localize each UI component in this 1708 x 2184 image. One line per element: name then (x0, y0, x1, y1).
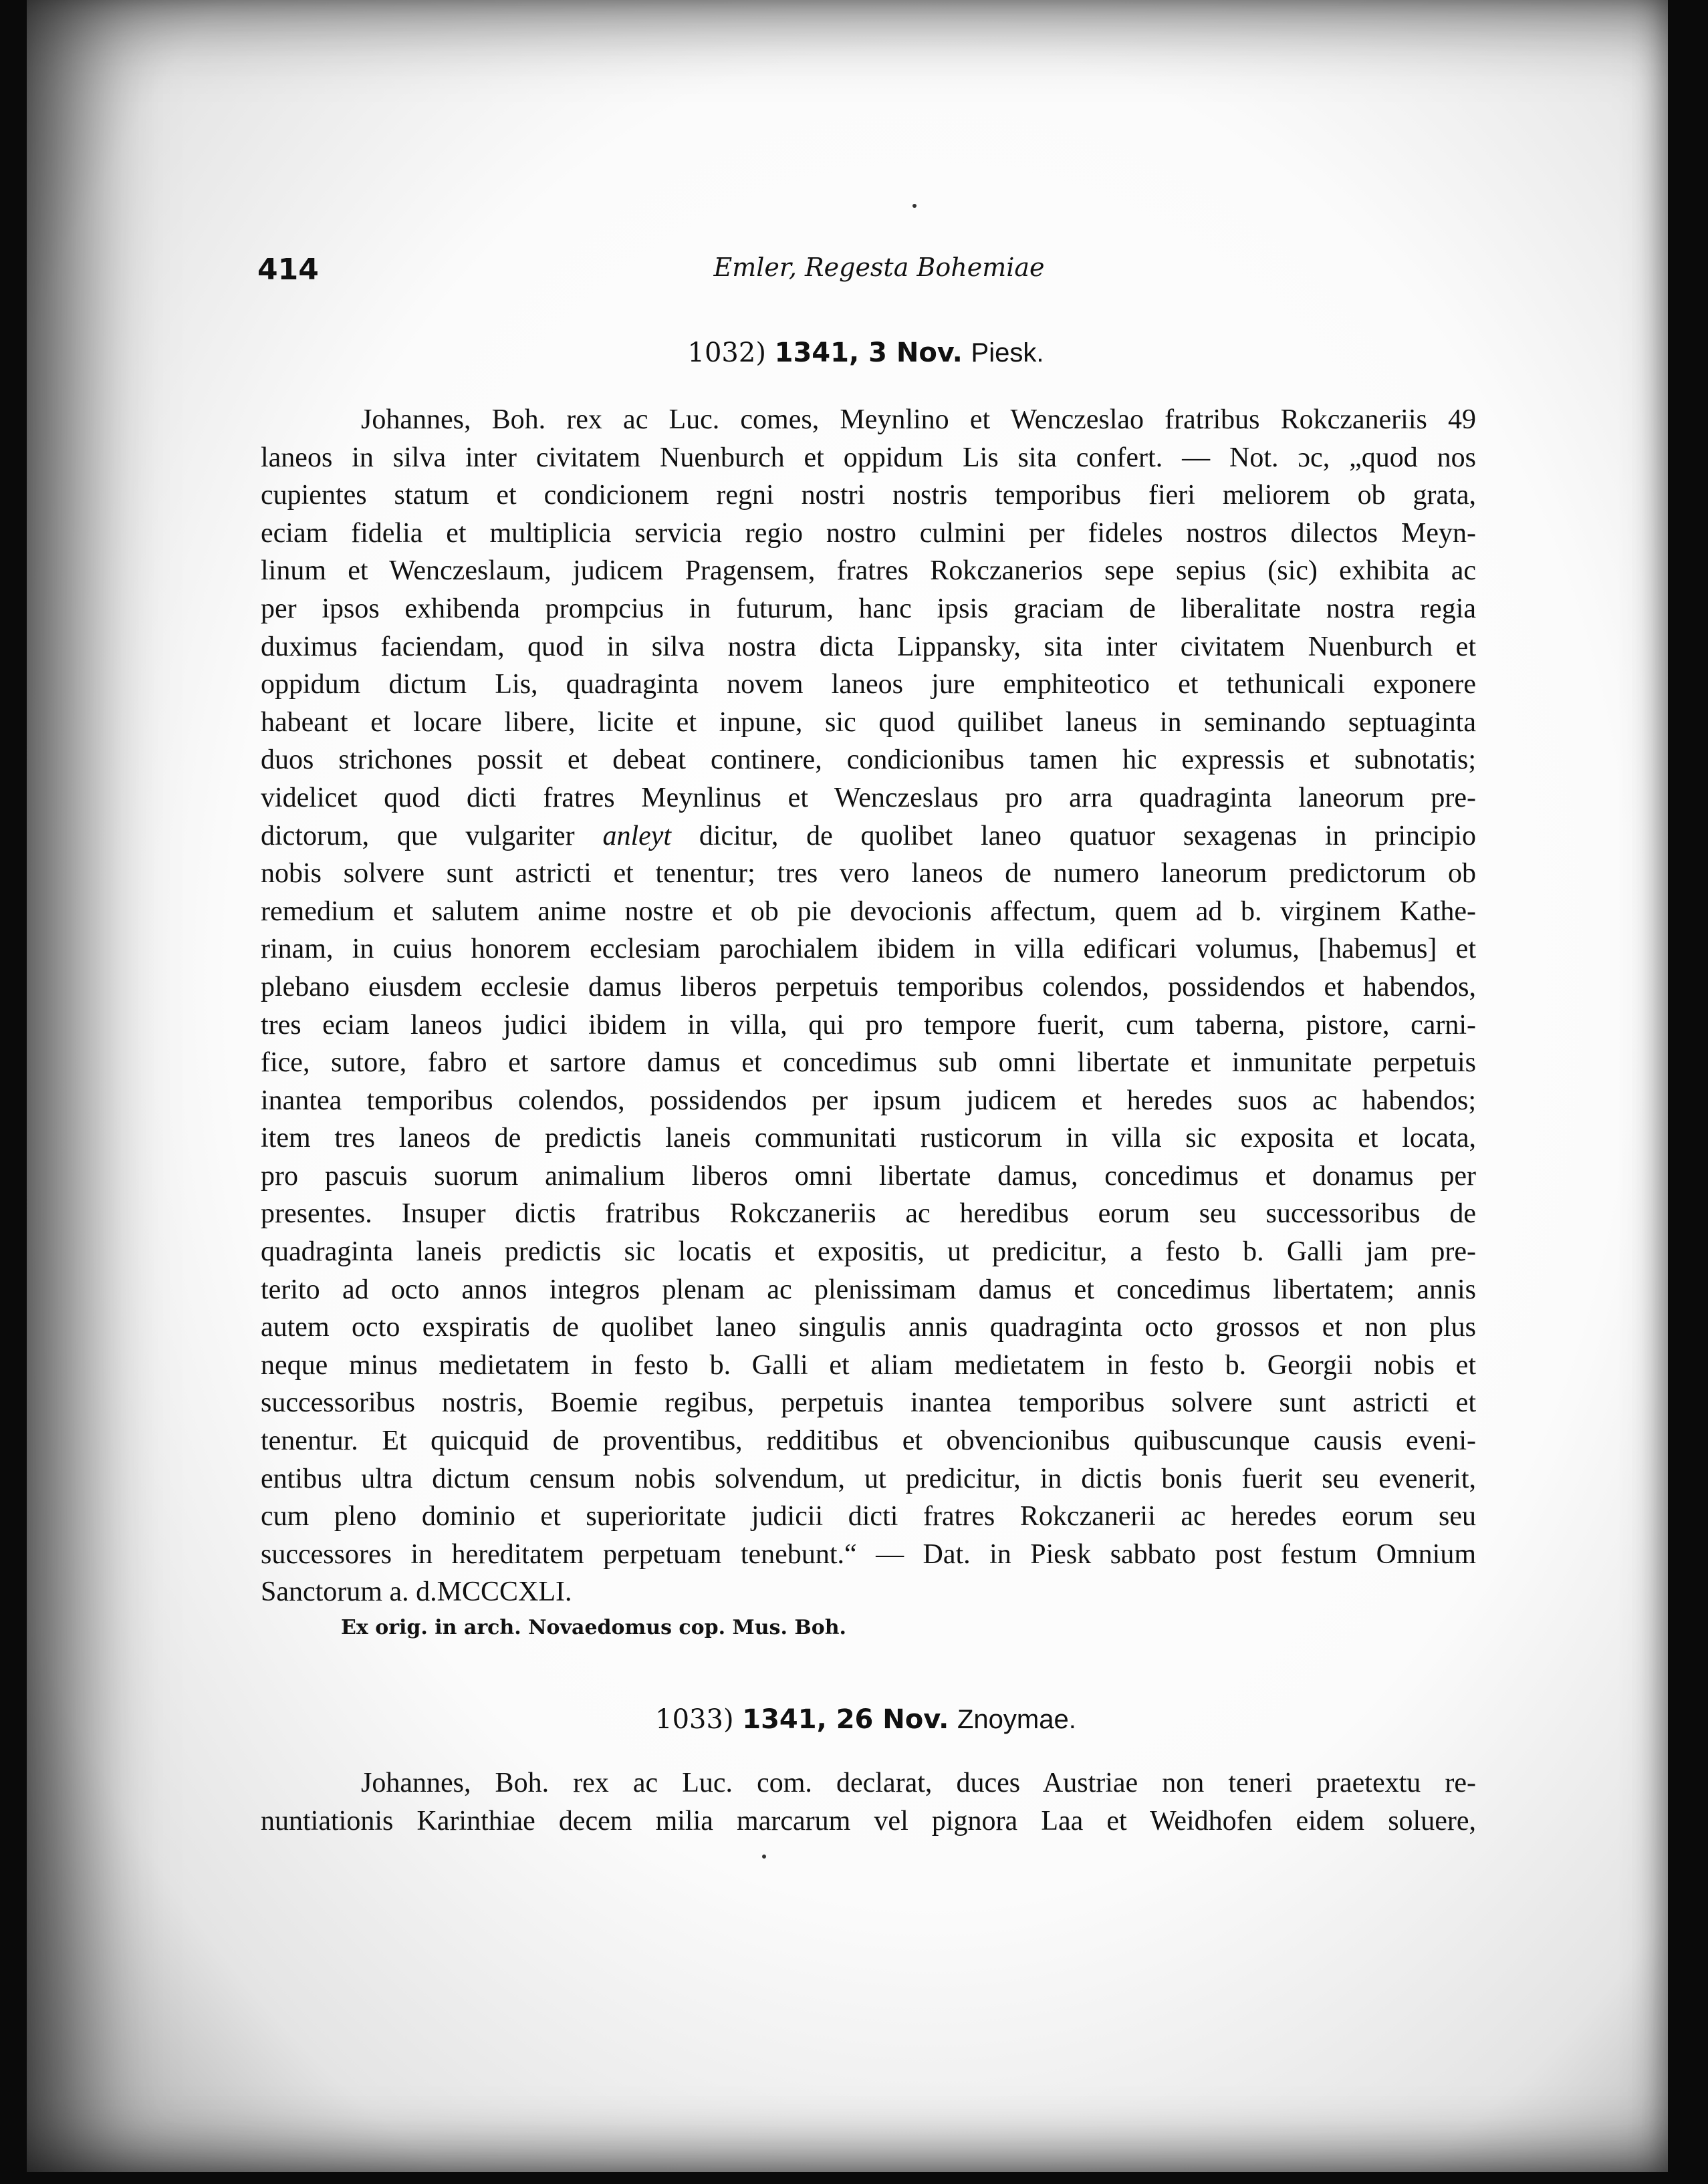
text-line: tenentur. Et quicquid de proventibus, redditibus et obvencionibus quibuscunque causis eveni- (261, 1425, 1476, 1457)
text-line: autem octo exspiratis de quolibet laneo singulis annis quadraginta octo grossos et non plus (261, 1312, 1476, 1343)
text-line: Johannes, Boh. rex ac Luc. comes, Meynlino et Wenczeslao fratribus Rokczaneriis 49 (361, 404, 1476, 435)
dust-speck (912, 204, 917, 208)
source-note: Ex orig. in arch. Novaedomus cop. Mus. Boh. (341, 1616, 846, 1639)
text-line: Johannes, Boh. rex ac Luc. com. declarat, duces Austriae non teneri praetextu re- (361, 1768, 1476, 1798)
text-line: inantea temporibus colendos, possidendos per ipsum judicem et heredes suos ac habendos; (261, 1085, 1476, 1116)
text-line: videlicet quod dicti fratres Meynlinus et Wenczeslaus pro arra quadraginta laneorum pre- (261, 782, 1476, 813)
text-line: per ipsos exhibenda prompcius in futurum, hanc ipsis graciam de liberalitate nostra regia (261, 593, 1476, 624)
text-line: habeant et locare libere, licite et inpune, sic quod quilibet laneus in seminando septuaginta (261, 706, 1476, 738)
dust-speck (762, 1855, 766, 1859)
entry-heading-1032 (257, 337, 1474, 368)
text-line: nobis solvere sunt astricti et tenentur; tres vero laneos de numero laneorum predictorum ob (261, 858, 1476, 890)
italic-term: anleyt (602, 820, 672, 851)
text-line: cum pleno dominio et superioritate judicii dicti fratres Rokczanerii ac heredes eorum seu (261, 1501, 1476, 1532)
text-line: neque minus medietatem in festo b. Galli et aliam medietatem in festo b. Georgii nobis et (261, 1349, 1476, 1381)
entry-number: 1032) (687, 337, 766, 368)
page-number: 414 (257, 253, 319, 287)
running-title: Emler, Regesta Bohemiae (713, 253, 1045, 282)
text-line: oppidum dictum Lis, quadraginta novem laneos jure emphiteotico et tethunicali exponere (261, 669, 1476, 700)
entry-heading-1033 (257, 1704, 1474, 1735)
text-line: successores in hereditatem perpetuam tenebunt.“ — Dat. in Piesk sabbato post festum Omnium (261, 1538, 1476, 1570)
text-line: fice, sutore, fabro et sartore damus et concedimus sub omni libertate et inmunitate perpetuis (261, 1047, 1476, 1079)
entry-date: 1341, 26 Nov. (742, 1704, 949, 1735)
text-line: eciam fidelia et multiplicia servicia regio nostro culmini per fideles nostros dilectos Meyn- (261, 517, 1476, 549)
text-line: rinam, in cuius honorem ecclesiam parochialem ibidem in villa edificari volumus, [habemus] et (261, 934, 1476, 965)
text-line: tres eciam laneos judici ibidem in villa, qui pro tempore fuerit, cum taberna, pistore, carni- (261, 1009, 1476, 1041)
text-line: cupientes statum et condicionem regni nostri nostris temporibus fieri meliorem ob grata, (261, 480, 1476, 511)
text-line: duximus faciendam, quod in silva nostra dicta Lippansky, sita inter civitatem Nuenburch et (261, 631, 1476, 662)
text-line: dictorum, que vulgariter anleyt dicitur, de quolibet laneo quatuor sexagenas in principio (261, 820, 1476, 851)
entry-date: 1341, 3 Nov. (774, 337, 963, 368)
text-line: Sanctorum a. d.MCCCXLI. (261, 1577, 572, 1608)
text-line: duos strichones possit et debeat continere, condicionibus tamen hic expressis et subnotatis; (261, 744, 1476, 776)
text-line: successoribus nostris, Boemie regibus, perpetuis inantea temporibus solvere sunt astricti et (261, 1387, 1476, 1419)
entry-body-1032 (261, 401, 1476, 1611)
entry-number: 1033) (655, 1704, 734, 1735)
text-line: remedium et salutem anime nostre et ob pie devocionis affectum, quem ad b. virginem Kathe- (261, 896, 1476, 927)
running-head (257, 253, 1474, 293)
text-line: linum et Wenczeslaum, judicem Pragensem, fratres Rokczanerios sepe sepius (sic) exhibita ac (261, 555, 1476, 587)
entry-place: Znoymae. (957, 1705, 1076, 1734)
text-line: quadraginta laneis predictis sic locatis et expositis, ut predicitur, a festo b. Galli jam pre- (261, 1236, 1476, 1268)
text-line: entibus ultra dictum censum nobis solvendum, ut predicitur, in dictis bonis fuerit seu evenerit, (261, 1463, 1476, 1494)
entry-body-1033 (261, 1764, 1476, 1840)
text-line: presentes. Insuper dictis fratribus Rokczaneriis ac heredibus eorum seu successoribus de (261, 1198, 1476, 1230)
text-line: pro pascuis suorum animalium liberos omni libertate damus, concedimus et donamus per (261, 1160, 1476, 1192)
text-line: laneos in silva inter civitatem Nuenburch et oppidum Lis sita confert. — Not. ɔc, „quod nos (261, 442, 1476, 473)
text-line: plebano eiusdem ecclesie damus liberos perpetuis temporibus colendos, possidendos et habendos, (261, 971, 1476, 1002)
entry-place: Piesk. (971, 338, 1044, 368)
text-line: terito ad octo annos integros plenam ac plenissimam damus et concedimus libertatem; annis (261, 1274, 1476, 1305)
text-line: item tres laneos de predictis laneis communitati rusticorum in villa sic exposita et locata, (261, 1123, 1476, 1154)
text-line: nuntiationis Karinthiae decem milia marcarum vel pignora Laa et Weidhofen eidem soluere, (261, 1805, 1476, 1836)
